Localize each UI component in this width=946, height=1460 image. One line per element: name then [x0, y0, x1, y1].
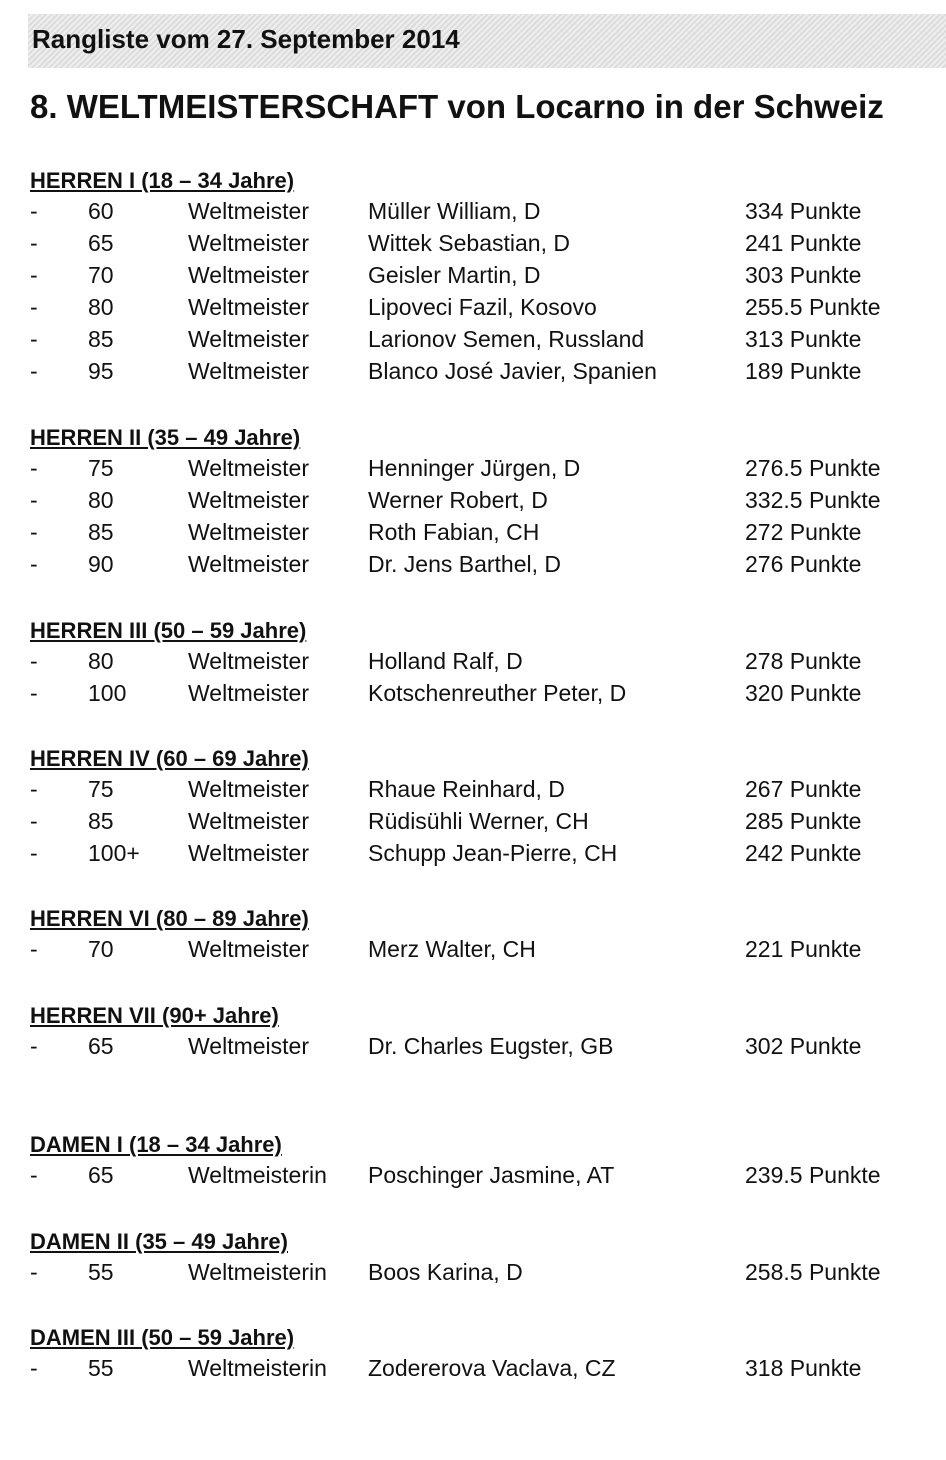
athlete-name: Wittek Sebastian, D	[368, 230, 570, 256]
points-value: 332.5 Punkte	[745, 487, 881, 513]
row-dash: -	[30, 551, 38, 577]
weight-class: 75	[88, 455, 114, 481]
points-value: 320 Punkte	[745, 680, 862, 706]
category-title: HERREN VI (80 – 89 Jahre)	[30, 906, 309, 931]
weight-class: 85	[88, 326, 114, 352]
category-title: HERREN IV (60 – 69 Jahre)	[30, 746, 309, 771]
row-dash: -	[30, 358, 38, 384]
result-row	[0, 1162, 946, 1194]
weight-class: 75	[88, 776, 114, 802]
champion-title: Weltmeister	[188, 326, 309, 352]
result-row	[0, 487, 946, 519]
row-dash: -	[30, 262, 38, 288]
champion-title: Weltmeisterin	[188, 1355, 327, 1381]
athlete-name: Dr. Jens Barthel, D	[368, 551, 562, 577]
result-row	[0, 230, 946, 262]
champion-title: Weltmeister	[188, 680, 309, 706]
athlete-name: Boos Karina, D	[368, 1259, 523, 1285]
weight-class: 95	[88, 358, 114, 384]
points-value: 221 Punkte	[745, 936, 862, 962]
points-value: 278 Punkte	[745, 648, 862, 674]
athlete-name: Henninger Jürgen, D	[368, 455, 581, 481]
row-dash: -	[30, 487, 38, 513]
weight-class: 80	[88, 487, 114, 513]
champion-title: Weltmeister	[188, 776, 309, 802]
result-row	[0, 455, 946, 487]
row-dash: -	[30, 648, 38, 674]
weight-class: 100	[88, 680, 127, 706]
weight-class: 55	[88, 1355, 114, 1381]
row-dash: -	[30, 1162, 38, 1188]
weight-class: 85	[88, 519, 114, 545]
champion-title: Weltmeister	[188, 358, 309, 384]
category-title: DAMEN II (35 – 49 Jahre)	[30, 1229, 288, 1254]
champion-title: Weltmeister	[188, 294, 309, 320]
athlete-name: Rhaue Reinhard, D	[368, 776, 565, 802]
athlete-name: Blanco José Javier, Spanien	[368, 358, 657, 384]
points-value: 255.5 Punkte	[745, 294, 881, 320]
champion-title: Weltmeister	[188, 840, 309, 866]
athlete-name: Dr. Charles Eugster, GB	[368, 1033, 614, 1059]
result-row	[0, 936, 946, 968]
result-row	[0, 294, 946, 326]
points-value: 276.5 Punkte	[745, 455, 881, 481]
row-dash: -	[30, 1259, 38, 1285]
weight-class: 90	[88, 551, 114, 577]
athlete-name: Lipoveci Fazil, Kosovo	[368, 294, 597, 320]
champion-title: Weltmeister	[188, 230, 309, 256]
row-dash: -	[30, 198, 38, 224]
header-bar	[28, 14, 946, 68]
champion-title: Weltmeister	[188, 936, 309, 962]
champion-title: Weltmeister	[188, 487, 309, 513]
result-row	[0, 326, 946, 358]
athlete-name: Kotschenreuther Peter, D	[368, 680, 627, 706]
champion-title: Weltmeisterin	[188, 1259, 327, 1285]
category-title: HERREN VII (90+ Jahre)	[30, 1003, 279, 1028]
points-value: 318 Punkte	[745, 1355, 862, 1381]
champion-title: Weltmeister	[188, 648, 309, 674]
category-title: HERREN II (35 – 49 Jahre)	[30, 425, 301, 450]
result-row	[0, 808, 946, 840]
result-row	[0, 1355, 946, 1387]
athlete-name: Geisler Martin, D	[368, 262, 541, 288]
weight-class: 80	[88, 294, 114, 320]
weight-class: 55	[88, 1259, 114, 1285]
result-row	[0, 198, 946, 230]
result-row	[0, 840, 946, 872]
weight-class: 60	[88, 198, 114, 224]
points-value: 241 Punkte	[745, 230, 862, 256]
category-title: DAMEN I (18 – 34 Jahre)	[30, 1132, 282, 1157]
athlete-name: Poschinger Jasmine, AT	[368, 1162, 615, 1188]
row-dash: -	[30, 1355, 38, 1381]
athlete-name: Merz Walter, CH	[368, 936, 536, 962]
row-dash: -	[30, 936, 38, 962]
points-value: 334 Punkte	[745, 198, 862, 224]
champion-title: Weltmeister	[188, 198, 309, 224]
row-dash: -	[30, 776, 38, 802]
points-value: 239.5 Punkte	[745, 1162, 881, 1188]
weight-class: 80	[88, 648, 114, 674]
weight-class: 65	[88, 1033, 114, 1059]
row-dash: -	[30, 1033, 38, 1059]
champion-title: Weltmeister	[188, 519, 309, 545]
points-value: 272 Punkte	[745, 519, 862, 545]
ranking-date: Rangliste vom 27. September 2014	[32, 24, 460, 54]
points-value: 302 Punkte	[745, 1033, 862, 1059]
athlete-name: Holland Ralf, D	[368, 648, 523, 674]
points-value: 313 Punkte	[745, 326, 862, 352]
weight-class: 70	[88, 262, 114, 288]
points-value: 276 Punkte	[745, 551, 862, 577]
result-row	[0, 551, 946, 583]
row-dash: -	[30, 680, 38, 706]
champion-title: Weltmeister	[188, 808, 309, 834]
row-dash: -	[30, 294, 38, 320]
result-row	[0, 358, 946, 390]
row-dash: -	[30, 840, 38, 866]
result-row	[0, 1033, 946, 1065]
points-value: 258.5 Punkte	[745, 1259, 881, 1285]
champion-title: Weltmeister	[188, 1033, 309, 1059]
result-row	[0, 776, 946, 808]
weight-class: 85	[88, 808, 114, 834]
row-dash: -	[30, 808, 38, 834]
champion-title: Weltmeister	[188, 262, 309, 288]
athlete-name: Roth Fabian, CH	[368, 519, 540, 545]
athlete-name: Larionov Semen, Russland	[368, 326, 645, 352]
row-dash: -	[30, 326, 38, 352]
row-dash: -	[30, 519, 38, 545]
athlete-name: Rüdisühli Werner, CH	[368, 808, 589, 834]
points-value: 303 Punkte	[745, 262, 862, 288]
champion-title: Weltmeister	[188, 551, 309, 577]
result-row	[0, 648, 946, 680]
row-dash: -	[30, 230, 38, 256]
points-value: 189 Punkte	[745, 358, 862, 384]
result-row	[0, 680, 946, 712]
points-value: 242 Punkte	[745, 840, 862, 866]
points-value: 267 Punkte	[745, 776, 862, 802]
result-row	[0, 519, 946, 551]
result-row	[0, 1259, 946, 1291]
page-title: 8. WELTMEISTERSCHAFT von Locarno in der Schweiz	[30, 88, 884, 125]
weight-class: 70	[88, 936, 114, 962]
category-title: HERREN I (18 – 34 Jahre)	[30, 168, 295, 193]
points-value: 285 Punkte	[745, 808, 862, 834]
category-title: HERREN III (50 – 59 Jahre)	[30, 618, 307, 643]
champion-title: Weltmeisterin	[188, 1162, 327, 1188]
athlete-name: Schupp Jean-Pierre, CH	[368, 840, 618, 866]
weight-class: 100+	[88, 840, 140, 866]
category-title: DAMEN III (50 – 59 Jahre)	[30, 1325, 295, 1350]
row-dash: -	[30, 455, 38, 481]
athlete-name: Werner Robert, D	[368, 487, 548, 513]
athlete-name: Zodererova Vaclava, CZ	[368, 1355, 616, 1381]
weight-class: 65	[88, 230, 114, 256]
champion-title: Weltmeister	[188, 455, 309, 481]
result-row	[0, 262, 946, 294]
athlete-name: Müller William, D	[368, 198, 541, 224]
weight-class: 65	[88, 1162, 114, 1188]
